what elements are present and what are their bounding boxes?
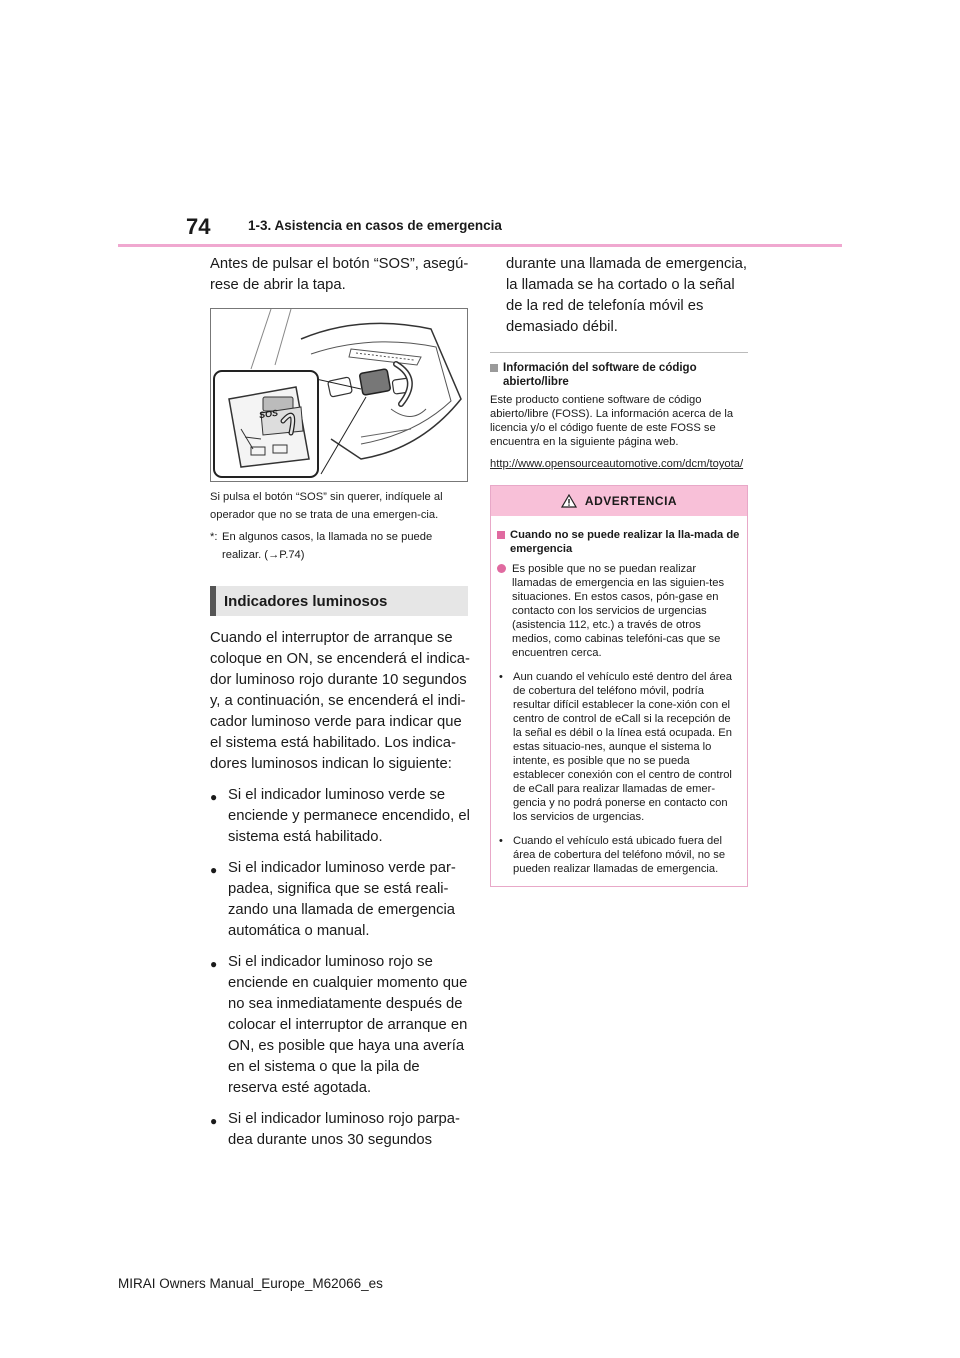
left-column [210,254,472,1161]
warning-heading: Cuando no se puede realizar la lla-mada de emergencia [497,528,741,556]
warning-title: ADVERTENCIA [584,494,678,508]
section-heading-band [210,586,468,616]
overhead-console-drawing [211,309,467,481]
warning-body [491,516,747,886]
list-item: ● Si el indicador luminoso rojo se enciende en cualquier momento que no sea inmediatamente después de colocar el interruptor de arranque en ON, es posible que haya una avería en el sistema o que la pila de reserva esté agotada. [210,952,472,1099]
warning-triangle-icon [561,494,577,508]
indicator-paragraph: Cuando el interruptor de arranque se coloque en ON, se encenderá el indica-dor luminoso rojo durante 10 segundos y, a continuación, se encenderá el indi-cador luminoso verde para indicar que el sistema está habilitado. Los indica-dores luminosos indican lo siguiente: [210,630,470,772]
sos-button-illustration [210,308,468,482]
list-item: ● Si el indicador luminoso verde se enciende y permanece encendido, el sistema está habilitado. [210,785,472,848]
right-column [490,254,752,887]
footnote-text: En algunos casos, la llamada no se puede realizar. (→P.74) [222,531,433,561]
foss-link[interactable]: http://www.opensourceautomotive.com/dcm/toyota/ [490,458,744,470]
footer-text: MIRAI Owners Manual_Europe_M62066_es [118,1276,383,1291]
bullet-dot-icon: ● [210,957,218,971]
header-rule [118,244,842,247]
indicator-bullets [210,785,472,1151]
page-number: 74 [186,214,211,239]
intro-text: Antes de pulsar el botón “SOS”, asegú-rese de abrir la tapa. [210,256,469,293]
bullet-dot-icon: ● [210,1114,218,1128]
foss-text: Este producto contiene software de código abierto/libre (FOSS). La información acerca de la licencia y/o el código fuente de este FOSS se encuentra en la siguiente página web. [490,394,734,448]
bullet-dot-icon: ● [210,863,218,877]
section-heading: Indicadores luminosos [224,592,388,610]
bullet-dot-icon: ● [210,790,218,804]
small-bullet-icon: • [499,671,503,683]
figure-caption: Si pulsa el botón “SOS” sin querer, indíquele al operador que no se trata de una emergen-cia. [210,491,443,521]
bullet-continuation: durante una llamada de emergencia, la llamada se ha cortado o la señal de la red de telefonía móvil es demasiado débil. [506,256,748,335]
footnote-mark: *: [210,531,218,543]
pink-square-icon [497,531,505,539]
foss-heading [490,361,752,389]
list-item: ● Si el indicador luminoso rojo parpa-dea durante unos 30 segundos [210,1109,472,1151]
sos-label: SOS [258,407,279,421]
section-title: 1-3. Asistencia en casos de emergencia [248,218,502,233]
warning-box [490,485,748,887]
square-bullet-icon [490,364,498,372]
subsection-rule [490,352,748,353]
warning-header [491,486,747,516]
list-item: • Aun cuando el vehículo esté dentro del área de cobertura del teléfono móvil, podría resultar difícil establecer la cone-xión con el centro de control de eCall si la recepción de la señal es débil o la línea está ocupada. En estas situacio-nes, aunque el sistema lo intente, es posible que no se pueda establecer conexión con el centro de control de eCall para realizar llamadas de emer-gencia y no podrá ponerse en contacto con los servicios de urgencias. [499,671,732,823]
pink-dot-icon [497,564,506,573]
foss-heading-text: Información del software de código abierto/libre [503,362,697,388]
footnote [210,528,472,564]
list-item: ● Si el indicador luminoso verde par-padea, significa que se está reali-zando una llamada de emergencia automática o manual. [210,858,472,942]
list-item: • Cuando el vehículo está ubicado fuera del área de cobertura del teléfono móvil, no se pueden realizar llamadas de emergencia. [499,835,726,875]
warning-point: Es posible que no se puedan realizar llamadas de emergencia en las siguien-tes situaciones. En estos casos, pón-gase en contacto con los servicios de urgencias (asistencia 112, etc.) a través de otros medios, como cabinas telefóni-cas que se encuentren cerca. [497,562,741,660]
small-bullet-icon: • [499,835,503,847]
